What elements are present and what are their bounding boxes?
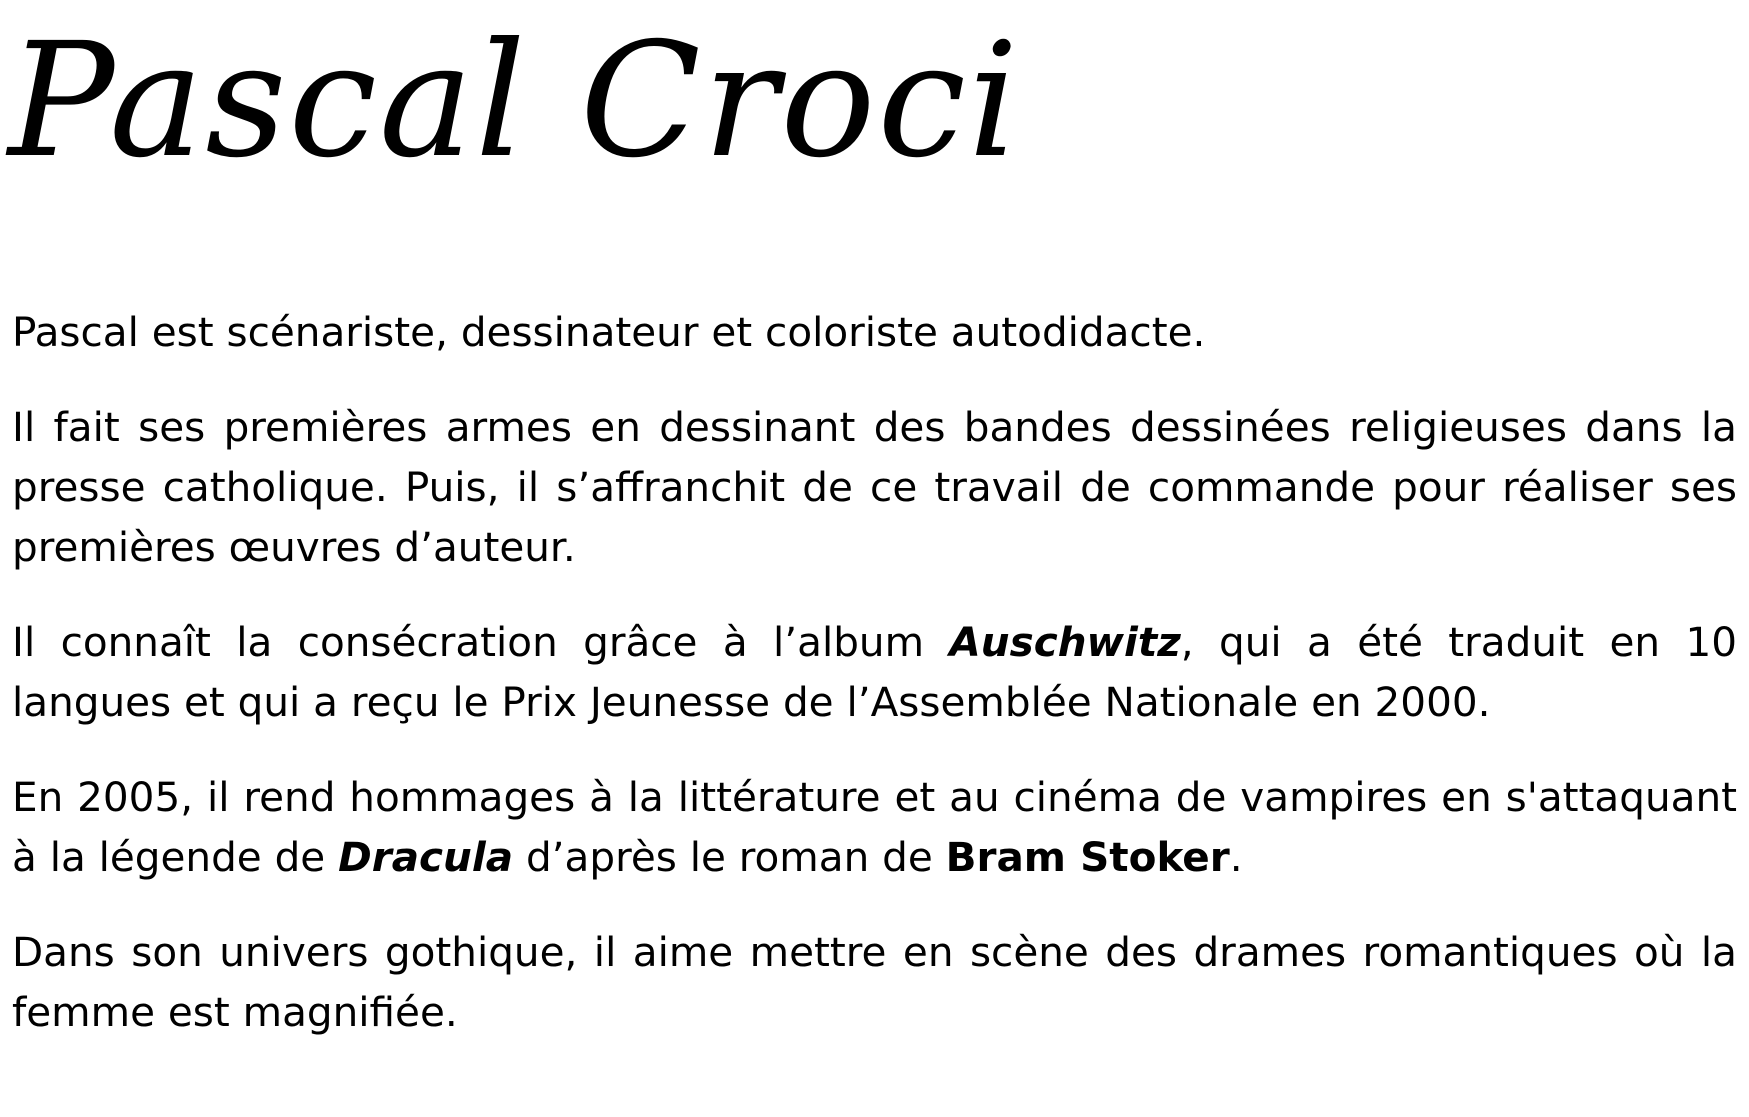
paragraph-gothic-universe: Dans son univers gothique, il aime mettre en scène des drames romantiques où la femme est magnifiée. — [12, 928, 1737, 1036]
paragraph-beginnings: Il fait ses premières armes en dessinant des bandes dessinées religieuses dans la presse catholique. Puis, il s’affranchit de ce travail de commande pour réaliser ses premières œuvres d’auteur. — [12, 403, 1737, 571]
paragraph-text: . — [1229, 833, 1243, 881]
work-title-dracula: Dracula — [338, 833, 514, 881]
page-title: Pascal Croci — [8, 9, 1021, 193]
paragraph-auschwitz — [12, 612, 1737, 732]
author-name-bram-stoker: Bram Stoker — [945, 833, 1230, 881]
paragraph-intro: Pascal est scénariste, dessinateur et coloriste autodidacte. — [12, 308, 1206, 356]
biography-page — [8, 0, 1737, 1117]
album-title-auschwitz: Auschwitz — [949, 618, 1181, 666]
paragraph-text: , qui a été traduit en 10 langues et qui a reçu le Prix Jeunesse de l’Assemblée Nationale en 2000. — [12, 618, 1737, 726]
paragraph-dracula — [12, 767, 1737, 887]
paragraph-text: d’après le roman de — [513, 833, 946, 881]
paragraph-text: En 2005, il rend hommages à la littérature et au cinéma de vampires en s'attaquant à la légende de — [12, 773, 1737, 881]
paragraph-text: Il connaît la consécration grâce à l’album — [12, 618, 950, 666]
biography-text — [12, 302, 1737, 1042]
